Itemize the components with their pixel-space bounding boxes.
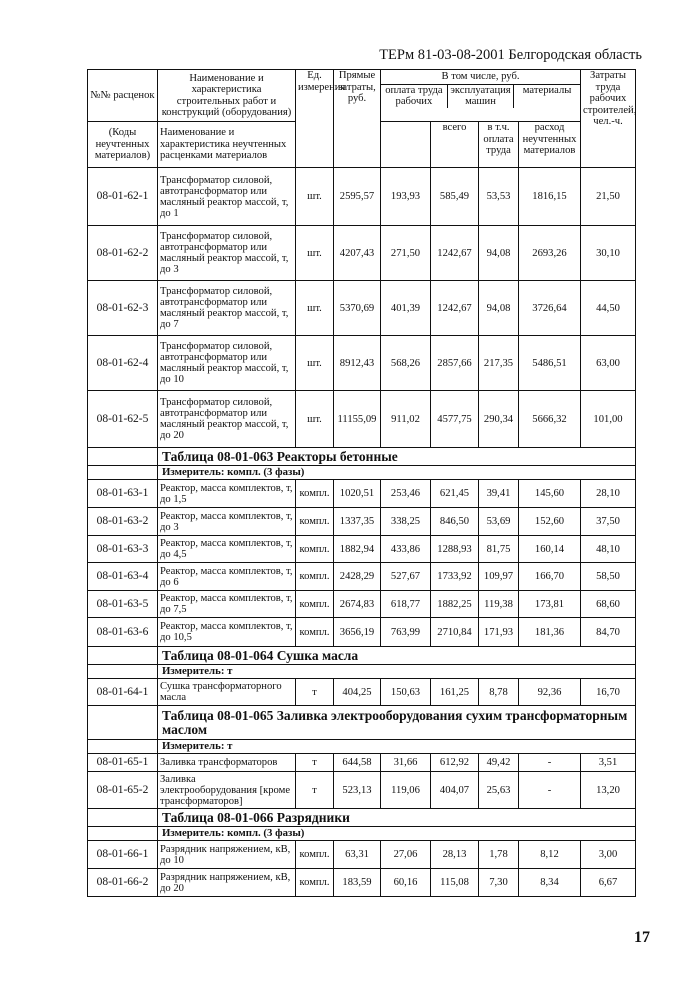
measure-unit: Измеритель: компл. (3 фазы) <box>158 827 636 841</box>
cell-mach-wages: 8,78 <box>479 679 519 706</box>
col-name-header: Наименование и характеристика строительных работ и конструкций (оборудования) <box>158 70 296 122</box>
cell-unit: компл. <box>296 480 334 508</box>
cell-code: 08-01-62-3 <box>88 281 158 336</box>
measure-unit: Измеритель: т <box>158 665 636 679</box>
rates-table <box>87 69 636 897</box>
cell-direct: 183,59 <box>334 869 381 897</box>
cell-name: Трансформатор силовой, автотрансформатор или масляный реактор массой, т, до 20 <box>158 391 296 448</box>
table-row <box>88 281 636 336</box>
table-row <box>88 168 636 226</box>
cell-wages: 253,46 <box>381 480 431 508</box>
cell-materials: 3726,64 <box>519 281 581 336</box>
cell-mach-wages: 171,93 <box>479 618 519 647</box>
cell-mach-wages: 53,69 <box>479 508 519 536</box>
measure-unit-row <box>88 740 636 754</box>
cell-unit: шт. <box>296 281 334 336</box>
cell-mach-wages: 7,30 <box>479 869 519 897</box>
cell-direct: 2428,29 <box>334 563 381 591</box>
machines-label: эксплуатация машин <box>447 84 513 108</box>
cell-name: Трансформатор силовой, автотрансформатор или масляный реактор массой, т, до 7 <box>158 281 296 336</box>
cell-unit: шт. <box>296 391 334 448</box>
cell-name: Реактор, масса комплектов, т, до 6 <box>158 563 296 591</box>
col-mach-wages: в т.ч. оплата труда <box>479 122 519 168</box>
cell-mach-wages: 25,63 <box>479 772 519 809</box>
cell-wages: 338,25 <box>381 508 431 536</box>
table-row <box>88 391 636 448</box>
cell-wages: 527,67 <box>381 563 431 591</box>
table-row <box>88 536 636 563</box>
cell-labor: 68,60 <box>581 591 636 618</box>
cell-name: Сушка трансформаторного масла <box>158 679 296 706</box>
cell-mach-wages: 49,42 <box>479 754 519 772</box>
cell-unit: компл. <box>296 869 334 897</box>
cell-wages: 568,26 <box>381 336 431 391</box>
cell-mach-total: 1242,67 <box>431 281 479 336</box>
cell-name: Реактор, масса комплектов, т, до 4,5 <box>158 536 296 563</box>
cell-wages: 271,50 <box>381 226 431 281</box>
cell-mach-total: 161,25 <box>431 679 479 706</box>
cell-mach-total: 585,49 <box>431 168 479 226</box>
cell-mach-total: 2710,84 <box>431 618 479 647</box>
cell-name: Разрядник напряжением, кВ, до 10 <box>158 841 296 869</box>
cell-labor: 30,10 <box>581 226 636 281</box>
cell-materials: 1816,15 <box>519 168 581 226</box>
cell-mach-total: 115,08 <box>431 869 479 897</box>
cell-mach-wages: 217,35 <box>479 336 519 391</box>
measure-unit: Измеритель: компл. (3 фазы) <box>158 466 636 480</box>
cell-materials: 8,12 <box>519 841 581 869</box>
cell-unit: компл. <box>296 508 334 536</box>
measure-unit-row <box>88 665 636 679</box>
cell-unit: компл. <box>296 618 334 647</box>
cell-materials: 2693,26 <box>519 226 581 281</box>
cell-wages: 763,99 <box>381 618 431 647</box>
cell-unit: т <box>296 754 334 772</box>
measure-unit: Измеритель: т <box>158 740 636 754</box>
cell-wages: 60,16 <box>381 869 431 897</box>
cell-wages: 119,06 <box>381 772 431 809</box>
cell-direct: 1337,35 <box>334 508 381 536</box>
cell-direct: 3656,19 <box>334 618 381 647</box>
measure-unit-row <box>88 466 636 480</box>
cell-wages: 433,86 <box>381 536 431 563</box>
table-row <box>88 226 636 281</box>
cell-code: 08-01-62-2 <box>88 226 158 281</box>
cell-mach-wages: 290,34 <box>479 391 519 448</box>
section-title-row <box>88 647 636 665</box>
section-title-row <box>88 448 636 466</box>
cell-labor: 3,00 <box>581 841 636 869</box>
cell-materials: - <box>519 772 581 809</box>
cell-code: 08-01-63-6 <box>88 618 158 647</box>
cell-materials: - <box>519 754 581 772</box>
section-title-row <box>88 706 636 740</box>
cell-labor: 84,70 <box>581 618 636 647</box>
col-mat-unaccounted: расход неучтенных материалов <box>519 122 581 168</box>
page-header: ТЕРм 81-03-08-2001 Белгородская область <box>379 47 642 63</box>
cell-unit: шт. <box>296 336 334 391</box>
cell-code: 08-01-62-1 <box>88 168 158 226</box>
cell-mach-wages: 81,75 <box>479 536 519 563</box>
table-row <box>88 679 636 706</box>
cell-code: 08-01-63-2 <box>88 508 158 536</box>
cell-labor: 13,20 <box>581 772 636 809</box>
cell-wages: 618,77 <box>381 591 431 618</box>
cell-mach-wages: 1,78 <box>479 841 519 869</box>
cell-name: Заливка электрооборудования [кроме трансформаторов] <box>158 772 296 809</box>
cell-materials: 5666,32 <box>519 391 581 448</box>
cell-direct: 63,31 <box>334 841 381 869</box>
cell-code: 08-01-66-2 <box>88 869 158 897</box>
cell-labor: 16,70 <box>581 679 636 706</box>
cell-code: 08-01-63-3 <box>88 536 158 563</box>
cell-materials: 145,60 <box>519 480 581 508</box>
cell-name: Заливка трансформаторов <box>158 754 296 772</box>
cell-direct: 644,58 <box>334 754 381 772</box>
cell-direct: 2674,83 <box>334 591 381 618</box>
cell-unit: компл. <box>296 841 334 869</box>
cell-code: 08-01-63-1 <box>88 480 158 508</box>
cell-direct: 1020,51 <box>334 480 381 508</box>
cell-materials: 166,70 <box>519 563 581 591</box>
col-direct-header: Прямые затраты, руб. <box>334 70 381 168</box>
table-row <box>88 754 636 772</box>
cell-direct: 523,13 <box>334 772 381 809</box>
cell-materials: 5486,51 <box>519 336 581 391</box>
cell-materials: 152,60 <box>519 508 581 536</box>
cell-code: 08-01-64-1 <box>88 679 158 706</box>
col-mach-total: всего <box>431 122 479 168</box>
cell-labor: 3,51 <box>581 754 636 772</box>
cell-code: 08-01-65-1 <box>88 754 158 772</box>
cell-direct: 11155,09 <box>334 391 381 448</box>
cell-wages: 31,66 <box>381 754 431 772</box>
cell-materials: 173,81 <box>519 591 581 618</box>
wages-label: оплата труда рабочих <box>381 84 447 108</box>
cell-materials: 92,36 <box>519 679 581 706</box>
cell-mach-wages: 53,53 <box>479 168 519 226</box>
measure-unit-row <box>88 827 636 841</box>
section-title: Таблица 08-01-065 Заливка электрооборудования сухим трансформаторным маслом <box>158 706 636 740</box>
cell-code: 08-01-66-1 <box>88 841 158 869</box>
cell-unit: шт. <box>296 168 334 226</box>
cell-code: 08-01-65-2 <box>88 772 158 809</box>
col-labor-header: Затраты труда рабочих строителей, чел.-ч. <box>581 70 636 168</box>
cell-mach-wages: 39,41 <box>479 480 519 508</box>
cell-labor: 58,50 <box>581 563 636 591</box>
cell-unit: компл. <box>296 536 334 563</box>
table-row <box>88 772 636 809</box>
cell-mach-wages: 109,97 <box>479 563 519 591</box>
cell-wages: 911,02 <box>381 391 431 448</box>
cell-code: 08-01-63-4 <box>88 563 158 591</box>
cell-mach-total: 1242,67 <box>431 226 479 281</box>
incl-label: В том числе, руб. <box>381 70 580 84</box>
page-number: 17 <box>634 929 650 946</box>
cell-mach-total: 621,45 <box>431 480 479 508</box>
cell-direct: 4207,43 <box>334 226 381 281</box>
cell-wages: 150,63 <box>381 679 431 706</box>
cell-wages: 401,39 <box>381 281 431 336</box>
cell-mach-total: 846,50 <box>431 508 479 536</box>
cell-mach-wages: 94,08 <box>479 226 519 281</box>
cell-labor: 37,50 <box>581 508 636 536</box>
cell-name: Реактор, масса комплектов, т, до 3 <box>158 508 296 536</box>
cell-code: 08-01-62-5 <box>88 391 158 448</box>
cell-labor: 48,10 <box>581 536 636 563</box>
cell-mach-total: 28,13 <box>431 841 479 869</box>
cell-mach-total: 4577,75 <box>431 391 479 448</box>
cell-name: Реактор, масса комплектов, т, до 10,5 <box>158 618 296 647</box>
cell-labor: 63,00 <box>581 336 636 391</box>
cell-name: Трансформатор силовой, автотрансформатор или масляный реактор массой, т, до 3 <box>158 226 296 281</box>
section-title: Таблица 08-01-066 Разрядники <box>158 809 636 827</box>
cell-labor: 44,50 <box>581 281 636 336</box>
cell-code: 08-01-62-4 <box>88 336 158 391</box>
cell-labor: 28,10 <box>581 480 636 508</box>
cell-materials: 181,36 <box>519 618 581 647</box>
cell-name: Трансформатор силовой, автотрансформатор или масляный реактор массой, т, до 1 <box>158 168 296 226</box>
cell-mach-wages: 94,08 <box>479 281 519 336</box>
table-row <box>88 563 636 591</box>
cell-direct: 8912,43 <box>334 336 381 391</box>
cell-labor: 6,67 <box>581 869 636 897</box>
col-wages-sub <box>381 122 431 168</box>
table-row <box>88 336 636 391</box>
cell-mach-total: 1733,92 <box>431 563 479 591</box>
cell-name: Разрядник напряжением, кВ, до 20 <box>158 869 296 897</box>
col-incl-header <box>381 70 581 122</box>
cell-unit: компл. <box>296 591 334 618</box>
section-title: Таблица 08-01-063 Реакторы бетонные <box>158 448 636 466</box>
col-code-header: №№ расценок <box>88 70 158 122</box>
cell-direct: 5370,69 <box>334 281 381 336</box>
cell-materials: 160,14 <box>519 536 581 563</box>
table-row <box>88 480 636 508</box>
cell-direct: 1882,94 <box>334 536 381 563</box>
cell-mach-total: 1882,25 <box>431 591 479 618</box>
table-row <box>88 869 636 897</box>
col-unit-header: Ед. измерения <box>296 70 334 168</box>
cell-code: 08-01-63-5 <box>88 591 158 618</box>
cell-direct: 404,25 <box>334 679 381 706</box>
cell-labor: 21,50 <box>581 168 636 226</box>
cell-mach-wages: 119,38 <box>479 591 519 618</box>
section-title: Таблица 08-01-064 Сушка масла <box>158 647 636 665</box>
cell-name: Реактор, масса комплектов, т, до 7,5 <box>158 591 296 618</box>
cell-mach-total: 1288,93 <box>431 536 479 563</box>
cell-labor: 101,00 <box>581 391 636 448</box>
cell-unit: компл. <box>296 563 334 591</box>
cell-mach-total: 612,92 <box>431 754 479 772</box>
cell-unit: шт. <box>296 226 334 281</box>
cell-materials: 8,34 <box>519 869 581 897</box>
cell-wages: 27,06 <box>381 841 431 869</box>
col-name-sub: Наименование и характеристика неучтенных расценками материалов <box>158 122 296 168</box>
cell-unit: т <box>296 679 334 706</box>
cell-name: Трансформатор силовой, автотрансформатор или масляный реактор массой, т, до 10 <box>158 336 296 391</box>
materials-label: материалы <box>522 84 572 96</box>
cell-mach-total: 404,07 <box>431 772 479 809</box>
cell-wages: 193,93 <box>381 168 431 226</box>
table-row <box>88 618 636 647</box>
table-row <box>88 591 636 618</box>
cell-unit: т <box>296 772 334 809</box>
table-row <box>88 508 636 536</box>
cell-name: Реактор, масса комплектов, т, до 1,5 <box>158 480 296 508</box>
cell-direct: 2595,57 <box>334 168 381 226</box>
col-code-sub: (Коды неучтенных материалов) <box>88 122 158 168</box>
cell-mach-total: 2857,66 <box>431 336 479 391</box>
section-title-row <box>88 809 636 827</box>
table-row <box>88 841 636 869</box>
